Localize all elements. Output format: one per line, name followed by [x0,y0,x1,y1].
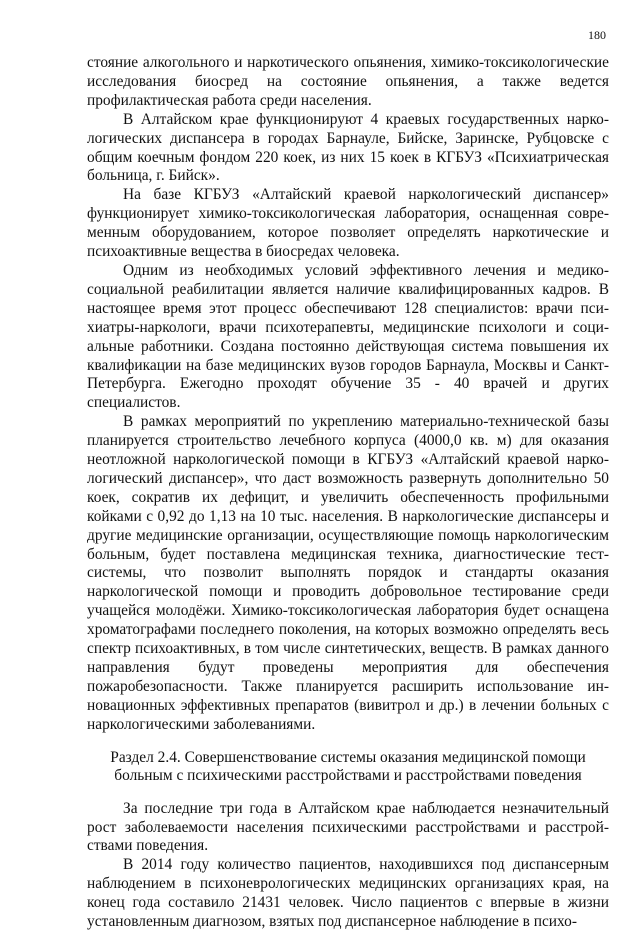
paragraph-dispensaries: В Алтайском крае функционируют 4 краевых государственных наркологических диспансера в городах Барнауле, Бийске, Заринске, Рубцовске с общим коечным фондом 220 коек, из них 15 коек в КГБУЗ «Психиатрическая больница, г. Бийск». [87,110,609,185]
section-heading: Раздел 2.4. Совершенствование системы оказания медицинской помощи больным с психическими расстройствами и расстройствами поведения [110,748,586,785]
paragraph-continued: стояние алкогольного и наркотического опьянения, химико-токсикологические исследования биосред на состояние опьянения, а также ведется профилактическая работа среди населения. [87,54,609,109]
paragraph-infrastructure: В рамках мероприятий по укреплению материально-технической базы планируется строительство лечебного корпуса (4000,0 кв. м) для оказания неотложной наркологической помощи в КГБУЗ «Алтайский краевой наркологический диспансер», что даст возможность развернуть дополнительно 50 коек, сократив их дефицит, и увеличить обеспеченность профильными койками с 0,92 до 1,13 на 10 тыс. населения. В наркологические диспансеры и другие медицинские организации, осуществляющие помощь наркологическим больным, будет поставлена медицинская техника, диагностические тест-системы, что позволит выполнять порядок и стандарты оказания наркологической помощи и проводить добровольное тестирование среди учащейся молодёжи. Химико-токсикологическая лаборатория будет оснащена хроматографами последнего поколения, на которых возможно определять весь спектр психоактивных, в том числе синтетических, веществ. В рамках данного направления будут проведены мероприятия для обеспечения пожаробезопасности. Также планируется расширить использование инновационных эффективных препаратов (вивитрол и др.) в лечении больных с наркологическими заболеваниями. [87,413,609,733]
page-body [87,54,609,932]
paragraph-laboratory: На базе КГБУЗ «Алтайский краевой наркологический диспансер» функционирует химико-токсикологическая лаборатория, оснащенная современным оборудованием, которое позволяет определять наркотические и психоактивные вещества в биосредах человека. [87,186,609,261]
paragraph-statistics: В 2014 году количество пациентов, находившихся под диспансерным наблюдением в психоневрологических медицинских организациях края, на конец года составило 21431 человек. Число пациентов с впервые в жизни установленным диагнозом, взятых под диспансерное наблюдение в психо- [87,856,609,931]
page-number: 180 [588,28,606,42]
paragraph-morbidity: За последние три года в Алтайском крае наблюдается незначительный рост заболеваемости населения психическими расстройствами и расстройствами поведения. [87,799,609,855]
paragraph-staff: Одним из необходимых условий эффективного лечения и медико-социальной реабилитации является наличие квалифицированных кадров. В настоящее время этот процесс обеспечивают 128 специалистов: врачи психиатры-наркологи, врачи психотерапевты, медицинские психологи и социальные работники. Создана постоянно действующая система повышения их квалификации на базе медицинских вузов городов Барнаула, Москвы и Санкт-Петербурга. Ежегодно проходят обучение 35 - 40 врачей и других специалистов. [87,261,609,412]
